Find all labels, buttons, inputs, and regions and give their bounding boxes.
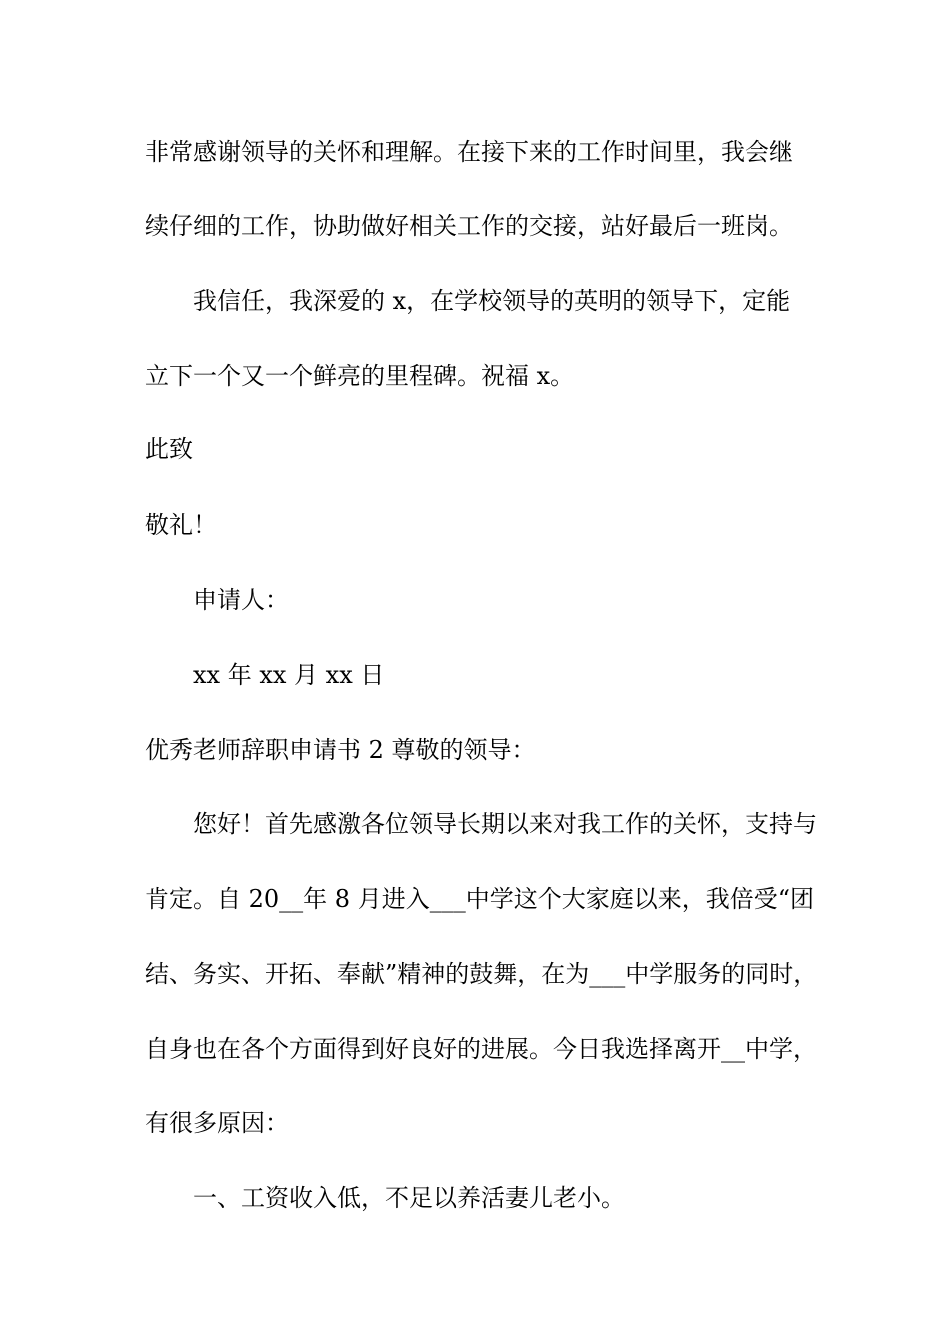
paragraph-line: 非常感谢领导的关怀和理解。在接下来的工作时间里，我会继 — [145, 138, 793, 166]
paragraph-line: 有很多原因： — [145, 1109, 289, 1137]
date-line: xx 年 xx 月 xx 日 — [193, 661, 385, 689]
paragraph-line: 自身也在各个方面得到好良好的进展。今日我选择离开__中学， — [145, 1035, 817, 1063]
paragraph-line: 我信任，我深爱的 x，在学校领导的英明的领导下，定能 — [193, 287, 791, 315]
applicant-label: 申请人： — [193, 586, 289, 614]
salutation-line: 敬礼！ — [145, 511, 217, 539]
section-heading: 优秀老师辞职申请书 2 尊敬的领导： — [145, 736, 536, 764]
paragraph-line: 立下一个又一个鲜亮的里程碑。祝福 x。 — [145, 362, 575, 390]
paragraph-line: 您好！首先感激各位领导长期以来对我工作的关怀，支持与 — [193, 810, 817, 838]
closing-line: 此致 — [145, 435, 193, 463]
paragraph-line: 结、务实、开拓、奉献”精神的鼓舞，在为___中学服务的同时， — [145, 960, 818, 988]
paragraph-line: 续仔细的工作，协助做好相关工作的交接，站好最后一班岗。 — [145, 212, 793, 240]
paragraph-line: 肯定。自 20__年 8 月进入___中学这个大家庭以来，我倍受“团 — [145, 885, 814, 913]
list-item: 一、工资收入低，不足以养活妻儿老小。 — [193, 1184, 625, 1212]
